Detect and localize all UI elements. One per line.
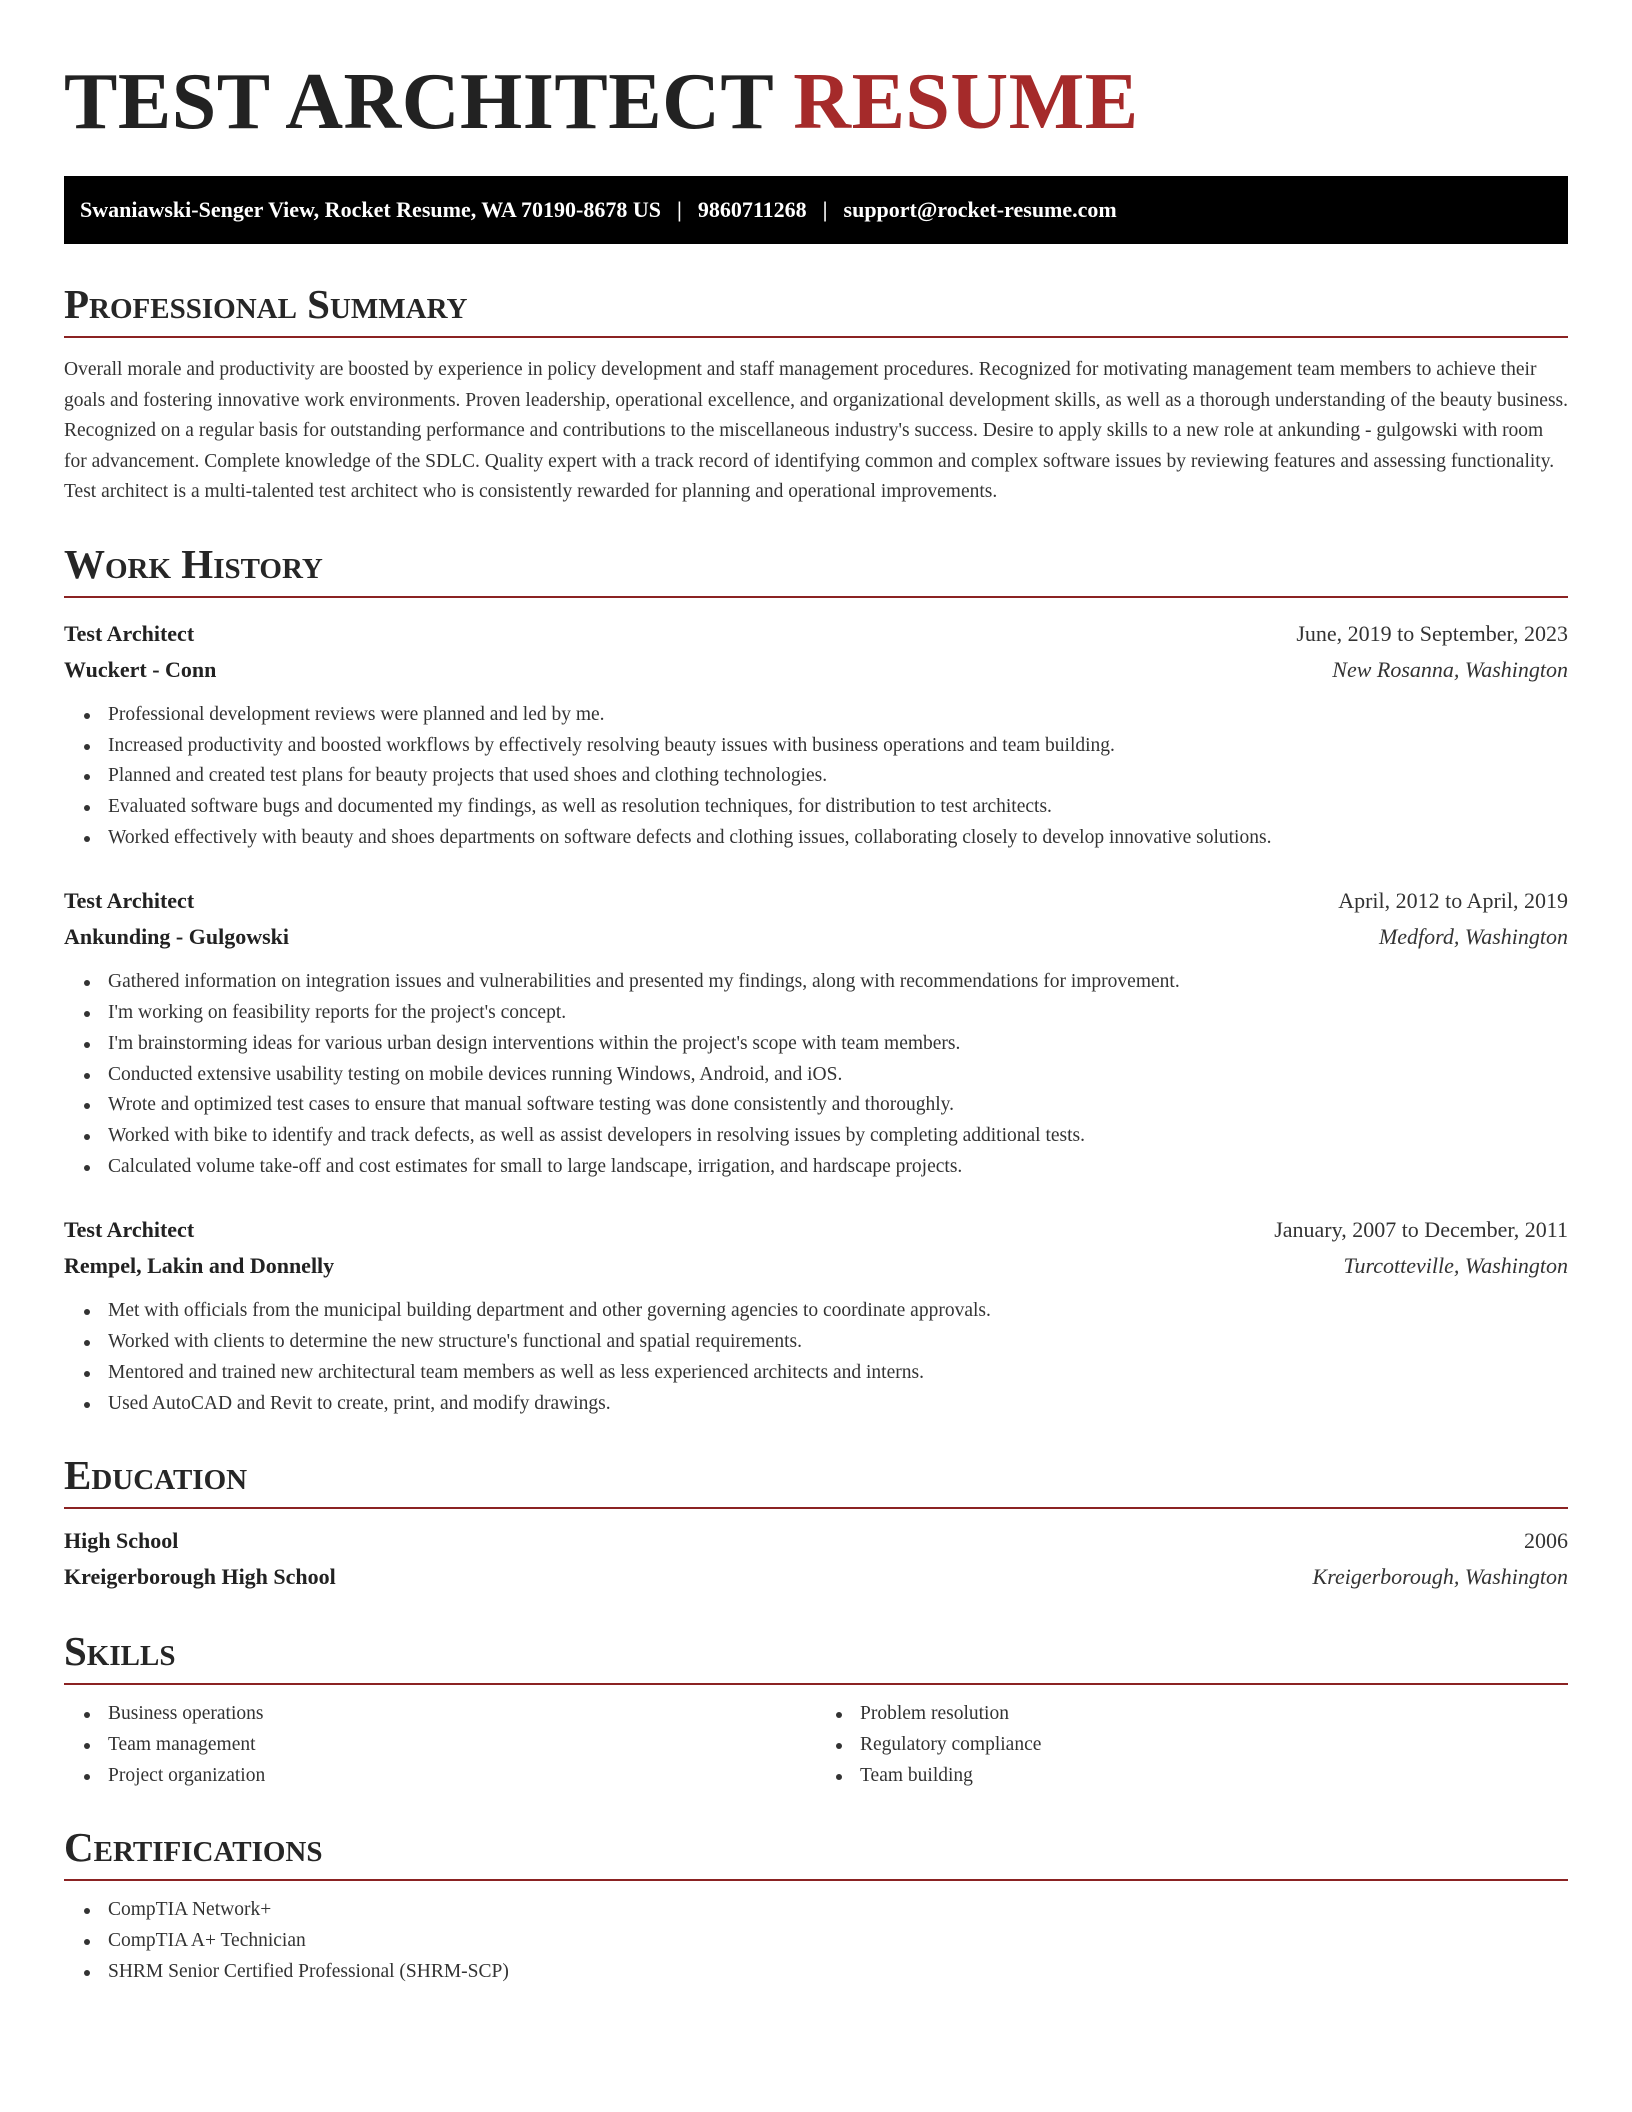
job-company: Rempel, Lakin and Donnelly [64, 1253, 335, 1279]
certification-item: SHRM Senior Certified Professional (SHRM-SCP) [64, 1957, 1568, 1988]
work-history-section [64, 538, 1568, 1419]
skills-column-right [816, 1699, 1568, 1791]
skills-section [64, 1625, 1568, 1791]
skills-list [64, 1699, 816, 1791]
education-year: 2006 [1524, 1528, 1568, 1554]
certifications-section [64, 1821, 1568, 1987]
list-item: Met with officials from the municipal building department and other governing agencies to coordinate approvals. [64, 1296, 1568, 1327]
title-accent: RESUME [793, 58, 1139, 146]
summary-heading: Professional Summary [64, 278, 1568, 338]
contact-bar [64, 176, 1568, 244]
job-title: Test Architect [64, 888, 195, 914]
skills-heading: Skills [64, 1625, 1568, 1685]
list-item: I'm brainstorming ideas for various urban design interventions within the project's scope with team members. [64, 1029, 1568, 1060]
job-header-row [64, 1212, 1568, 1248]
education-location: Kreigerborough, Washington [1312, 1564, 1568, 1590]
job-location: Medford, Washington [1378, 924, 1568, 950]
list-item: Mentored and trained new architectural team members as well as less experienced architects and interns. [64, 1358, 1568, 1389]
job-company-row [64, 652, 1568, 688]
list-item: Increased productivity and boosted workflows by effectively resolving beauty issues with business operations and team building. [64, 731, 1568, 762]
list-item: Wrote and optimized test cases to ensure that manual software testing was done consistently and thoroughly. [64, 1090, 1568, 1121]
list-item: Worked with bike to identify and track defects, as well as assist developers in resolving issues by completing additional tests. [64, 1121, 1568, 1152]
certification-item: CompTIA Network+ [64, 1895, 1568, 1926]
summary-section [64, 278, 1568, 508]
contact-address: Swaniawski-Senger View, Rocket Resume, WA 70190-8678 US [80, 197, 661, 222]
education-header-row [64, 1523, 1568, 1559]
job-header-row [64, 616, 1568, 652]
job-entry [64, 883, 1568, 1182]
list-item: Conducted extensive usability testing on mobile devices running Windows, Android, and iOS. [64, 1060, 1568, 1091]
list-item: Worked effectively with beauty and shoes departments on software defects and clothing issues, collaborating closely to develop innovative solutions. [64, 823, 1568, 854]
skill-item: Regulatory compliance [816, 1730, 1568, 1761]
education-degree: High School [64, 1528, 179, 1554]
job-title: Test Architect [64, 1217, 195, 1243]
education-section [64, 1449, 1568, 1595]
list-item: Planned and created test plans for beauty projects that used shoes and clothing technologies. [64, 761, 1568, 792]
list-item: Calculated volume take-off and cost estimates for small to large landscape, irrigation, and hardscape projects. [64, 1152, 1568, 1183]
job-company-row [64, 1248, 1568, 1284]
certifications-heading: Certifications [64, 1821, 1568, 1881]
certification-item: CompTIA A+ Technician [64, 1926, 1568, 1957]
skills-column-left [64, 1699, 816, 1791]
education-school: Kreigerborough High School [64, 1564, 336, 1590]
contact-email: support@rocket-resume.com [843, 197, 1117, 222]
job-company: Wuckert - Conn [64, 656, 217, 682]
contact-separator: | [677, 197, 682, 222]
job-entry [64, 1212, 1568, 1419]
skill-item: Business operations [64, 1699, 816, 1730]
job-header-row [64, 883, 1568, 919]
skill-item: Project organization [64, 1761, 816, 1792]
summary-text: Overall morale and productivity are boosted by experience in policy development and staff management procedures. Recognized for motivating management team members to achieve their goals and fostering innovative work environments. Proven leadership, operational excellence, and organizational development skills, as well as a thorough understanding of the beauty business. Recognized on a regular basis for outstanding performance and contributions to the miscellaneous industry's success. Desire to apply skills to a new role at ankunding - gulgowski with room for advancement. Complete knowledge of the SDLC. Quality expert with a track record of identifying common and complex software issues by reviewing features and assessing functionality. Test architect is a multi-talented test architect who is consistently rewarded for planning and operational improvements. [64, 359, 1568, 503]
certifications-list [64, 1895, 1568, 1987]
page-title [64, 52, 1568, 152]
work-history-heading: Work History [64, 538, 1568, 598]
job-bullet-list [64, 967, 1568, 1182]
contact-phone: 9860711268 [697, 197, 807, 222]
job-title: Test Architect [64, 620, 195, 646]
list-item: Evaluated software bugs and documented my findings, as well as resolution techniques, for distribution to test architects. [64, 792, 1568, 823]
skills-grid [64, 1699, 1568, 1791]
job-location: New Rosanna, Washington [1332, 656, 1568, 682]
skill-item: Problem resolution [816, 1699, 1568, 1730]
job-bullet-list [64, 1296, 1568, 1419]
list-item: Worked with clients to determine the new structure's functional and spatial requirements. [64, 1327, 1568, 1358]
list-item: Gathered information on integration issues and vulnerabilities and presented my findings, along with recommendations for improvement. [64, 967, 1568, 998]
education-school-row [64, 1559, 1568, 1595]
job-company: Ankunding - Gulgowski [64, 924, 289, 950]
job-location: Turcotteville, Washington [1343, 1253, 1568, 1279]
skills-list [816, 1699, 1568, 1791]
job-bullet-list [64, 700, 1568, 854]
job-company-row [64, 919, 1568, 955]
list-item: I'm working on feasibility reports for the project's concept. [64, 998, 1568, 1029]
list-item: Professional development reviews were planned and led by me. [64, 700, 1568, 731]
job-dates: April, 2012 to April, 2019 [1338, 888, 1568, 914]
education-entry [64, 1523, 1568, 1595]
job-dates: June, 2019 to September, 2023 [1296, 620, 1568, 646]
title-main: TEST ARCHITECT [64, 58, 773, 146]
list-item: Used AutoCAD and Revit to create, print, and modify drawings. [64, 1389, 1568, 1420]
skill-item: Team management [64, 1730, 816, 1761]
job-entry [64, 616, 1568, 854]
contact-separator: | [822, 197, 828, 222]
job-dates: January, 2007 to December, 2011 [1274, 1217, 1568, 1243]
education-heading: Education [64, 1449, 1568, 1509]
skill-item: Team building [816, 1761, 1568, 1792]
